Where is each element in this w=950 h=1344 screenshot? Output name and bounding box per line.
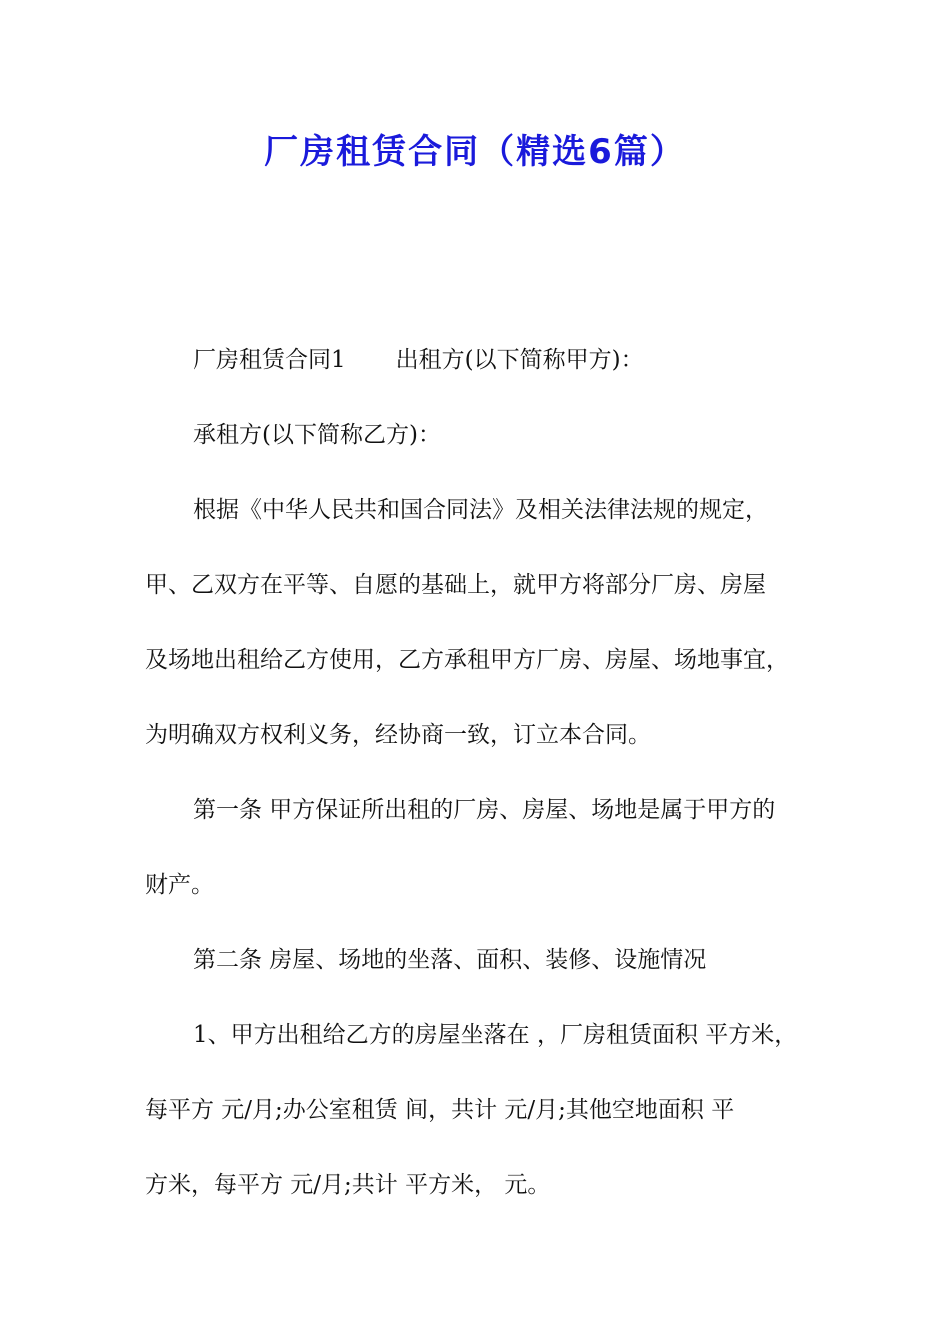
paragraph-line: 及场地出租给乙方使用，乙方承租甲方厂房、房屋、场地事宜， bbox=[145, 647, 789, 673]
paragraph-line: 财产。 bbox=[145, 872, 214, 898]
paragraph-line bbox=[145, 340, 825, 415]
paragraph-line: 甲、乙双方在平等、自愿的基础上，就甲方将部分厂房、房屋 bbox=[145, 572, 766, 598]
paragraph-line: 方米，每平方 元/月;共计 平方米， 元。 bbox=[145, 1172, 551, 1198]
paragraph-line: 承租方(以下简称乙方)： bbox=[193, 422, 441, 448]
paragraph-line: 每平方 元/月;办公室租赁 间，共计 元/月;其他空地面积 平 bbox=[145, 1097, 735, 1123]
paragraph-line: 1、甲方出租给乙方的房屋坐落在 ，厂房租赁面积 平方米， bbox=[193, 1022, 798, 1048]
document-title: 厂房租赁合同（精选6篇） bbox=[264, 132, 686, 172]
contract-heading: 厂房租赁合同1 bbox=[193, 347, 346, 373]
paragraph-line: 第二条 房屋、场地的坐落、面积、装修、设施情况 bbox=[193, 947, 707, 973]
paragraph-line: 为明确双方权利义务，经协商一致，订立本合同。 bbox=[145, 722, 651, 748]
lessor-label: 出租方(以下简称甲方)： bbox=[395, 347, 644, 373]
paragraph-line: 根据《中华人民共和国合同法》及相关法律法规的规定， bbox=[193, 497, 768, 523]
document-body bbox=[145, 340, 825, 1240]
paragraph-line: 第一条 甲方保证所出租的厂房、房屋、场地是属于甲方的 bbox=[193, 797, 776, 823]
